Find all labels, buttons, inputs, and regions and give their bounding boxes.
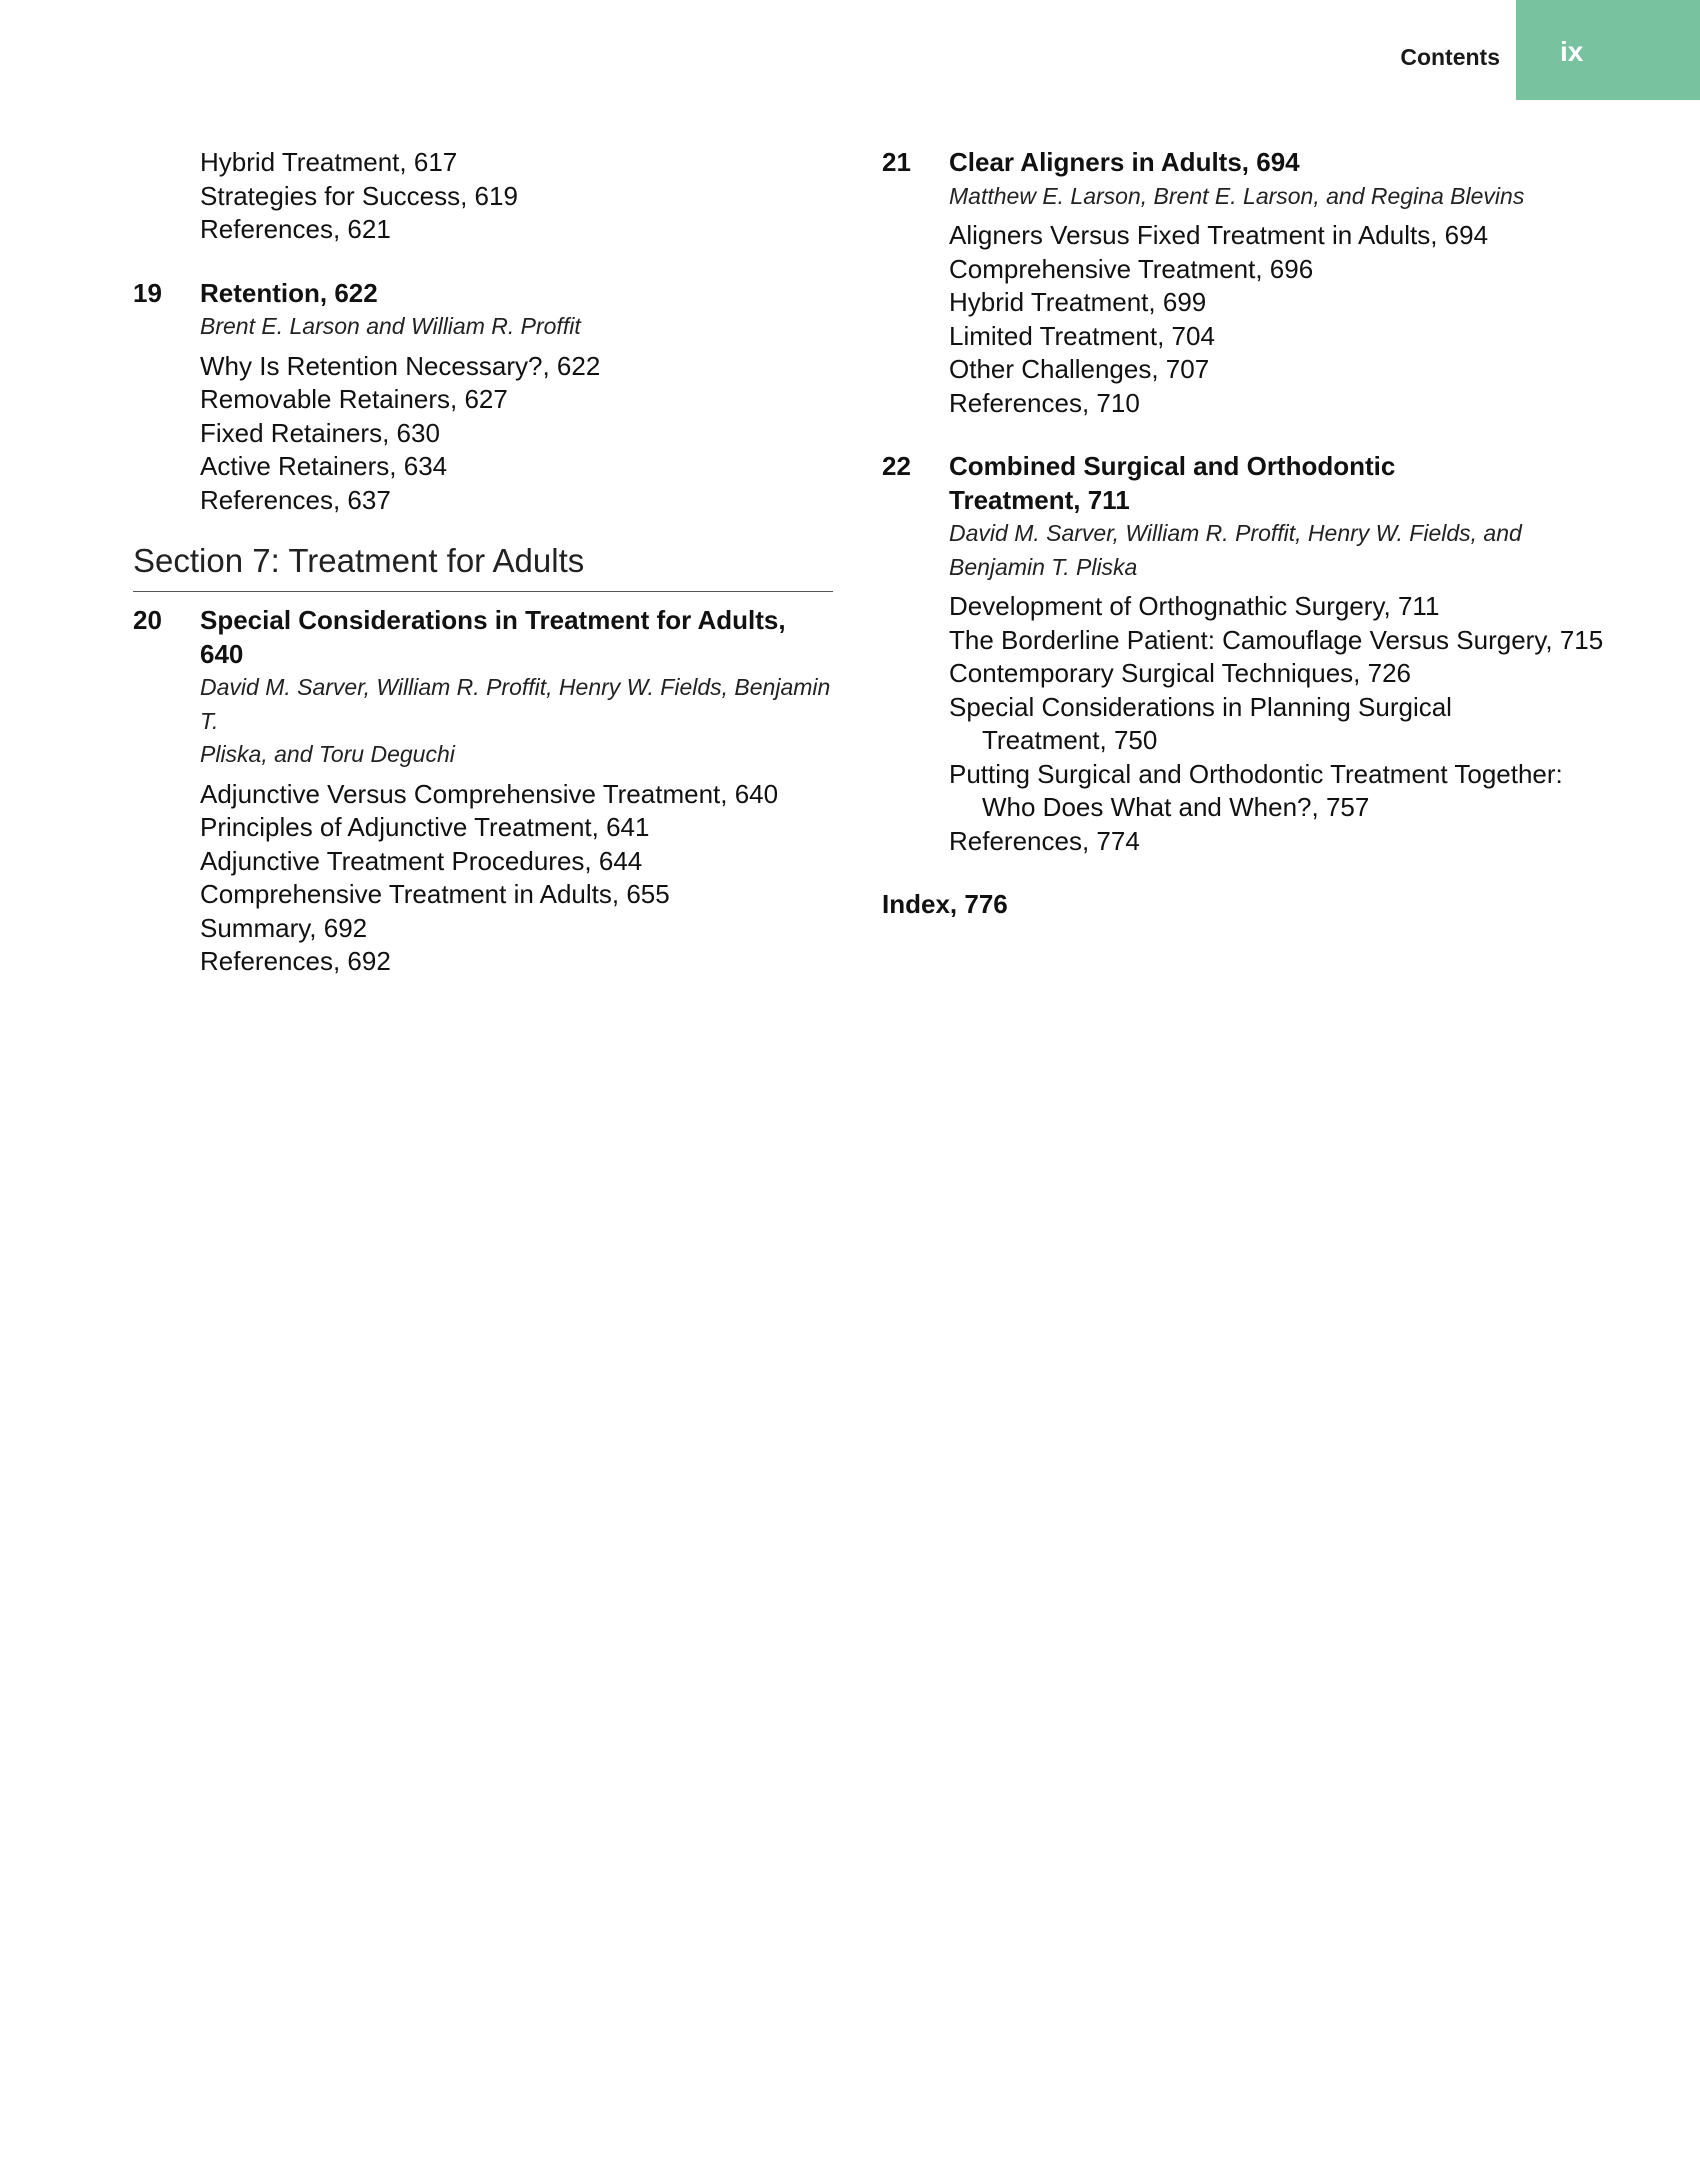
- toc-entry[interactable]: Why Is Retention Necessary?, 622: [200, 350, 601, 381]
- chapter-22: [882, 450, 1602, 858]
- chapter-authors: Benjamin T. Pliska: [949, 553, 1138, 580]
- toc-entry[interactable]: References, 637: [200, 484, 391, 515]
- chapter-entries: [133, 778, 833, 979]
- running-header: Contents: [1400, 44, 1500, 70]
- toc-entry[interactable]: Comprehensive Treatment in Adults, 655: [200, 879, 670, 909]
- chapter-title[interactable]: Clear Aligners in Adults, 694: [949, 147, 1300, 177]
- toc-entry[interactable]: Adjunctive Treatment Procedures, 644: [200, 845, 643, 876]
- chapter-title-continued[interactable]: Treatment, 711: [949, 484, 1130, 515]
- chapter-19: [133, 277, 833, 518]
- toc-entry-continued[interactable]: Who Does What and When?, 757: [982, 792, 1370, 822]
- page-number-tab: [1516, 0, 1700, 100]
- chapter-authors: Pliska, and Toru Deguchi: [200, 741, 455, 767]
- chapter-entries: [882, 590, 1602, 858]
- toc-entry[interactable]: Active Retainers, 634: [200, 451, 448, 481]
- chapter-authors: David M. Sarver, William R. Proffit, Henry W. Fields, and: [949, 520, 1522, 546]
- chapter-number: 20: [133, 605, 162, 635]
- toc-entry[interactable]: Hybrid Treatment, 699: [949, 287, 1207, 317]
- toc-entry[interactable]: Other Challenges, 707: [949, 354, 1210, 384]
- toc-entry[interactable]: Removable Retainers, 627: [200, 384, 508, 414]
- toc-entry[interactable]: Fixed Retainers, 630: [200, 417, 440, 448]
- section-title: Section 7: Treatment for Adults: [133, 539, 833, 592]
- toc-entry[interactable]: Special Considerations in Planning Surgical: [949, 691, 1452, 722]
- toc-entry[interactable]: The Borderline Patient: Camouflage Versus Surgery, 715: [949, 624, 1604, 655]
- chapter-entries: [882, 219, 1602, 420]
- chapter-title[interactable]: Retention, 622: [200, 277, 378, 308]
- chapter-title[interactable]: Combined Surgical and Orthodontic: [949, 451, 1396, 481]
- chapter-20: [133, 604, 833, 979]
- toc-entry[interactable]: Development of Orthognathic Surgery, 711: [949, 591, 1440, 621]
- chapter-number: 22: [882, 451, 911, 481]
- chapter-number: 21: [882, 147, 911, 177]
- toc-entry[interactable]: Aligners Versus Fixed Treatment in Adults, 694: [949, 220, 1489, 250]
- chapter-authors: Matthew E. Larson, Brent E. Larson, and Regina Blevins: [949, 182, 1525, 209]
- chapter-entries: [133, 350, 833, 518]
- toc-entry-continued[interactable]: Treatment, 750: [982, 725, 1158, 755]
- toc-entry[interactable]: References, 692: [200, 946, 391, 976]
- toc-entry[interactable]: Principles of Adjunctive Treatment, 641: [200, 812, 650, 842]
- chapter-authors: Brent E. Larson and William R. Proffit: [200, 313, 581, 339]
- right-column: [882, 146, 1602, 922]
- toc-entry[interactable]: References, 621: [200, 214, 391, 244]
- chapter18-continued-entries: [133, 146, 833, 247]
- toc-entry[interactable]: Strategies for Success, 619: [200, 180, 518, 211]
- page-number: ix: [1560, 36, 1584, 67]
- chapter-title[interactable]: Special Considerations in Treatment for Adults, 640: [200, 605, 786, 669]
- chapter-authors: David M. Sarver, William R. Proffit, Henry W. Fields, Benjamin T.: [200, 674, 831, 734]
- toc-entry[interactable]: Hybrid Treatment, 617: [200, 147, 458, 177]
- chapter-number: 19: [133, 277, 162, 308]
- toc-entry[interactable]: Putting Surgical and Orthodontic Treatment Together:: [949, 758, 1563, 789]
- toc-entry[interactable]: Contemporary Surgical Techniques, 726: [949, 658, 1412, 688]
- toc-entry[interactable]: Summary, 692: [200, 912, 368, 943]
- index-entry[interactable]: Index, 776: [882, 889, 1008, 919]
- toc-entry[interactable]: References, 774: [949, 825, 1140, 856]
- toc-entry[interactable]: Limited Treatment, 704: [949, 320, 1215, 351]
- left-column: [133, 146, 833, 979]
- chapter-21: [882, 146, 1602, 420]
- toc-entry[interactable]: Comprehensive Treatment, 696: [949, 253, 1314, 284]
- toc-entry[interactable]: Adjunctive Versus Comprehensive Treatment, 640: [200, 778, 779, 809]
- toc-entry[interactable]: References, 710: [949, 387, 1140, 418]
